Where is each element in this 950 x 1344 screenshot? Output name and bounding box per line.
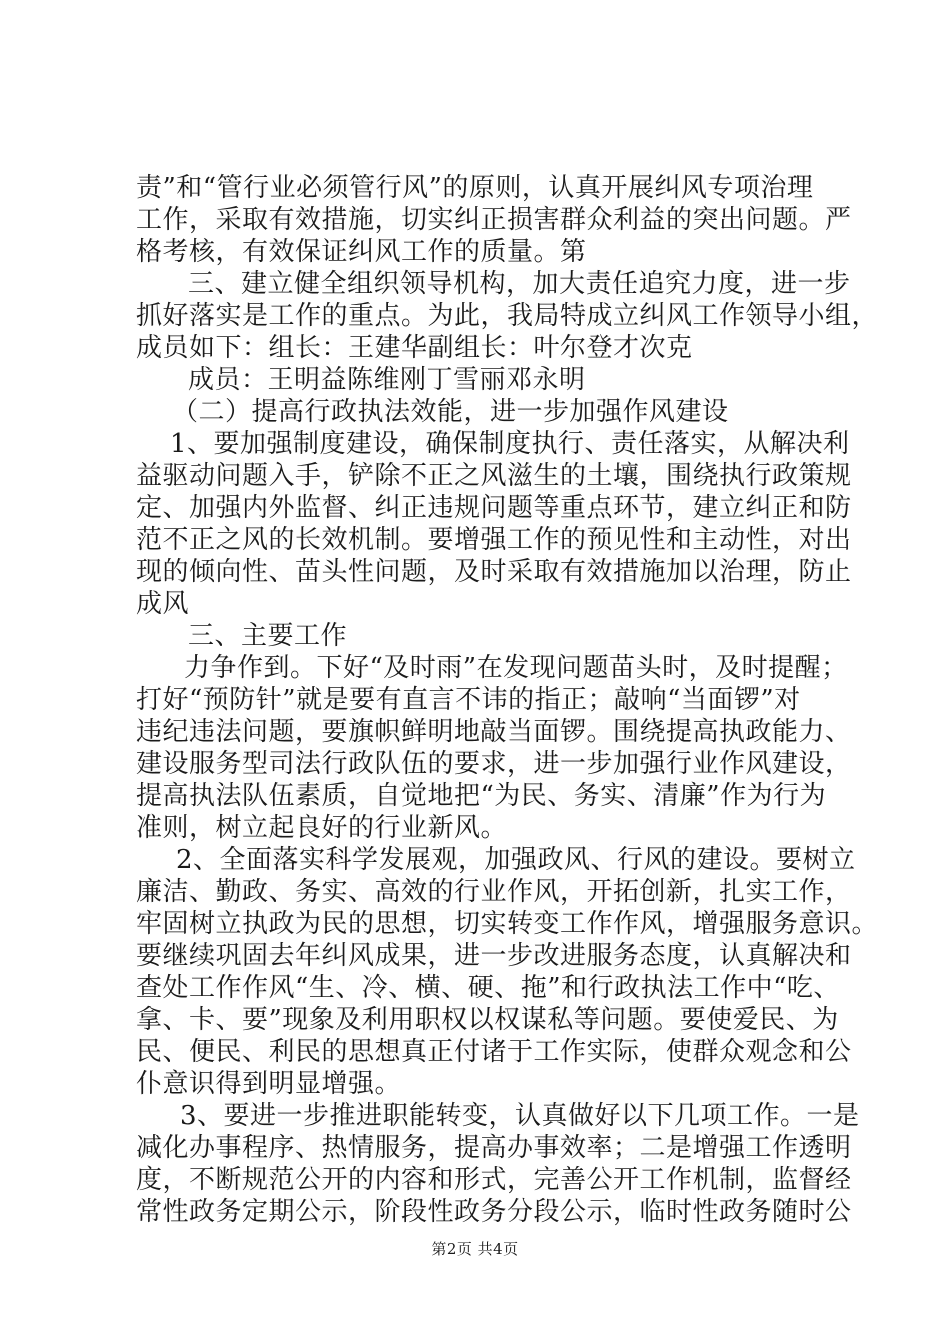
text-line: 抓好落实是工作的重点。为此，我局特成立纠风工作领导小组，: [136, 301, 879, 331]
text-line: 拿、卡、要”现象及利用职权以权谋私等问题。要使爱民、为: [136, 1005, 839, 1035]
section-heading: （二）提高行政执法效能，进一步加强作风建设: [172, 397, 729, 427]
page-number-footer: 第2页 共4页: [431, 1240, 519, 1258]
text-line: 准则，树立起良好的行业新风。: [136, 813, 508, 843]
paragraph-start: 2、全面落实科学发展观，加强政风、行风的建设。要树立: [176, 845, 856, 875]
text-line: 成风: [136, 589, 190, 619]
text-line: 定、加强内外监督、纠正违规问题等重点环节，建立纠正和防: [136, 493, 852, 523]
text-line: 查处工作作风“生、冷、横、硬、拖”和行政执法工作中“吃、: [136, 973, 840, 1003]
text-line: 仆意识得到明显增强。: [136, 1069, 402, 1099]
document-body: [136, 172, 879, 1228]
text-line: 工作，采取有效措施，切实纠正损害群众利益的突出问题。严: [136, 205, 852, 235]
section-heading: 三、建立健全组织领导机构，加大责任追究力度，进一步: [188, 269, 851, 299]
paragraph-start: 力争作到。下好“及时雨”在发现问题苗头时，及时提醒；: [184, 653, 848, 683]
text-line: 现的倾向性、苗头性问题，及时采取有效措施加以治理，防止: [136, 557, 852, 587]
text-line: 责”和“管行业必须管行风”的原则，认真开展纠风专项治理: [136, 173, 814, 203]
text-line: 格考核，有效保证纠风工作的质量。第: [136, 237, 587, 267]
text-line: 成员：王明益陈维刚丁雪丽邓永明: [188, 365, 586, 395]
text-line: 牢固树立执政为民的思想，切实转变工作作风，增强服务意识。: [136, 909, 879, 939]
text-line: 度，不断规范公开的内容和形式，完善公开工作机制，监督经: [136, 1165, 852, 1195]
text-line: 廉洁、勤政、务实、高效的行业作风，开拓创新，扎实工作，: [136, 877, 852, 907]
text-line: 成员如下：组长：王建华副组长：叶尔登才次克: [136, 333, 693, 363]
text-line: 要继续巩固去年纠风成果，进一步改进服务态度，认真解决和: [136, 941, 852, 971]
text-line: 提高执法队伍素质，自觉地把“为民、务实、清廉”作为行为: [136, 781, 827, 811]
text-line: 打好“预防针”就是要有直言不讳的指正；敲响“当面锣”对: [136, 685, 801, 715]
text-line: 违纪违法问题，要旗帜鲜明地敲当面锣。围绕提高执政能力、: [136, 717, 852, 747]
text-line: 民、便民、利民的思想真正付诸于工作实际，使群众观念和公: [136, 1037, 852, 1067]
text-line: 减化办事程序、热情服务，提高办事效率；二是增强工作透明: [136, 1133, 852, 1163]
text-line: 常性政务定期公示，阶段性政务分段公示，临时性政务随时公: [136, 1197, 852, 1227]
text-line: 范不正之风的长效机制。要增强工作的预见性和主动性，对出: [136, 525, 852, 555]
section-heading: 三、主要工作: [188, 621, 348, 651]
paragraph-start: 3、要进一步推进职能转变，认真做好以下几项工作。一是: [180, 1101, 860, 1131]
text-line: 益驱动问题入手，铲除不正之风滋生的土壤，围绕执行政策规: [136, 461, 852, 491]
text-line: 建设服务型司法行政队伍的要求，进一步加强行业作风建设，: [136, 749, 852, 779]
paragraph-start: 1、要加强制度建设，确保制度执行、责任落实，从解决利: [170, 429, 850, 459]
